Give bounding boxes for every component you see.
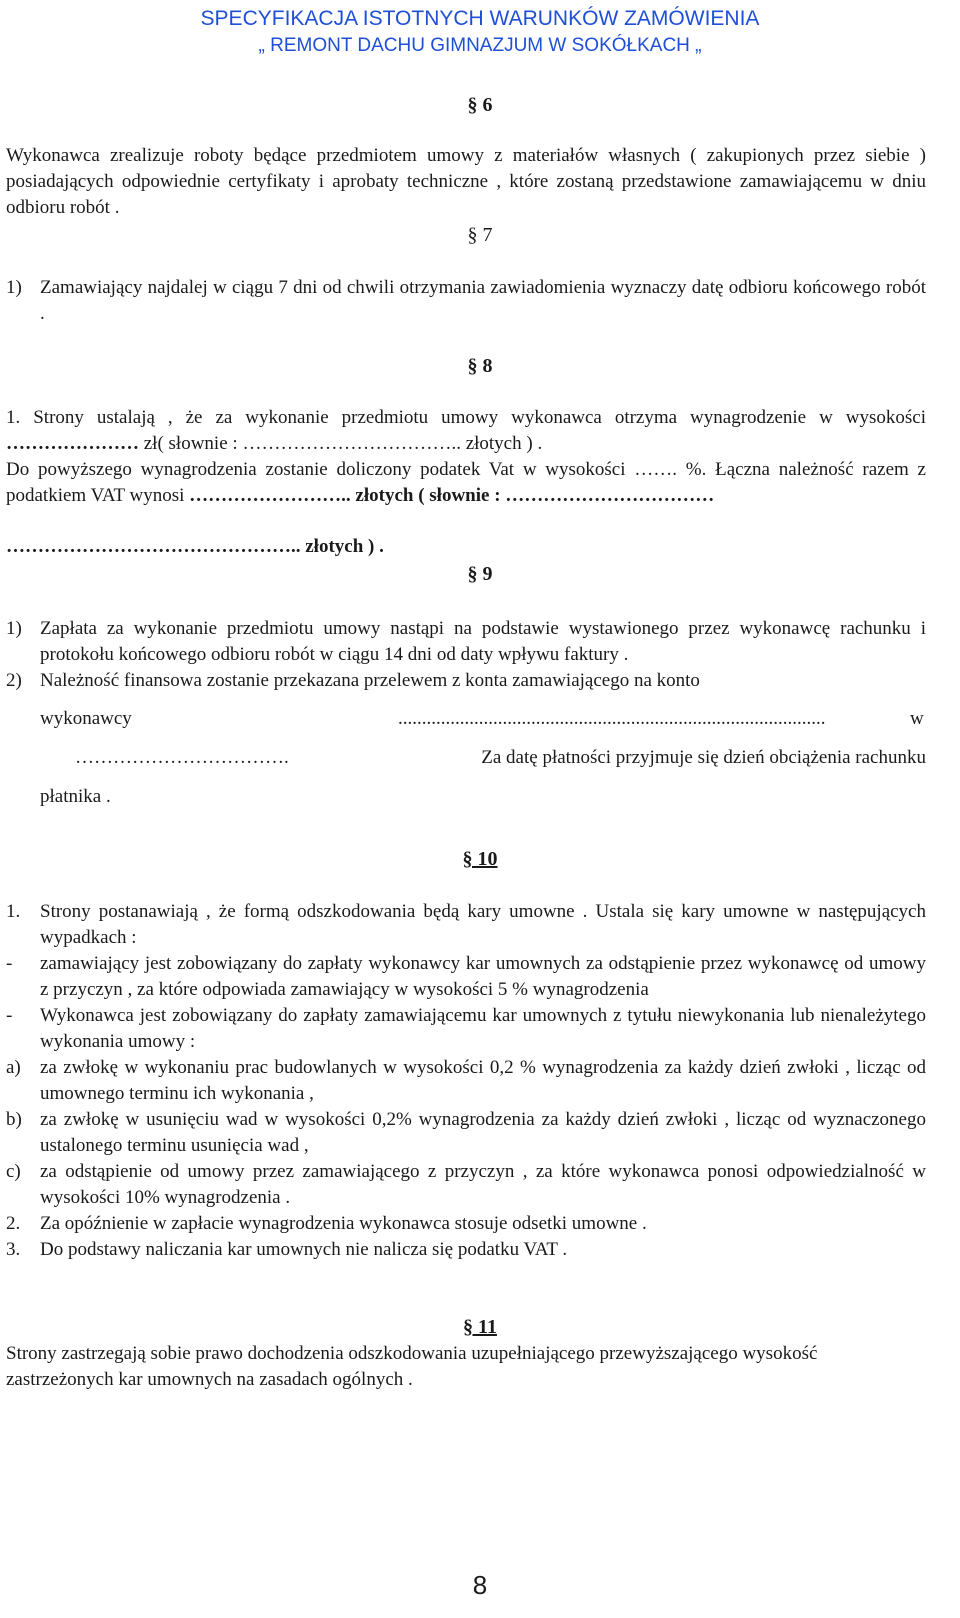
- list-text: za zwłokę w usunięciu wad w wysokości 0,2% wynagrodzenia za każdy dzień zwłoki , licząc od wyznaczonego ustalonego terminu usunięcia wad ,: [40, 1109, 926, 1156]
- section-11-heading: [0, 1314, 960, 1340]
- section-9-item-2-line-3: Za datę płatności przyjmuje się dzień obciążenia rachunku: [481, 747, 926, 768]
- section-8-paragraph-2: [6, 457, 926, 509]
- words-placeholder: ……………………………..: [242, 433, 461, 454]
- section-8-heading: § 8: [467, 355, 493, 377]
- list-item: [6, 951, 926, 1003]
- list-text: Zamawiający najdalej w ciągu 7 dni od chwili otrzymania zawiadomienia wyznaczy datę odbioru końcowego robót .: [40, 277, 926, 324]
- paragraph-text: złotych ) .: [460, 433, 543, 454]
- list-number: b): [6, 1109, 22, 1130]
- list-text: Wykonawca jest zobowiązany do zapłaty zamawiającemu kar umownych z tytułu niewykonania lub nienależytego wykonania umowy :: [40, 1005, 926, 1052]
- list-text: za odstąpienie od umowy przez zamawiającego z przyczyn , za które wykonawca ponosi odpowiedzialność w wysokości 10% wynagrodzenia .: [40, 1161, 926, 1208]
- section-9-heading: § 9: [467, 563, 493, 585]
- paragraph-text: 1. Strony ustalają , że za wykonanie przedmiotu umowy wykonawca otrzyma wynagrodzenie w wysokości: [6, 407, 926, 428]
- section-8-paragraph-3: ……………………………………….. złotych ) .: [6, 536, 384, 557]
- amount-placeholder: …………………: [6, 433, 139, 454]
- list-item: [6, 1055, 926, 1107]
- section-9-item-2-line-4: płatnika .: [40, 786, 111, 807]
- list-number: c): [6, 1161, 21, 1182]
- header-title: SPECYFIKACJA ISTOTNYCH WARUNKÓW ZAMÓWIENIA: [200, 7, 760, 30]
- section-9-item-2-line-1: Należność finansowa zostanie przekazana przelewem z konta zamawiającego na konto: [40, 670, 700, 691]
- header-subtitle: „ REMONT DACHU GIMNAZJUM W SOKÓŁKACH „: [258, 35, 702, 56]
- list-text: Za opóźnienie w zapłacie wynagrodzenia wykonawca stosuje odsetki umowne .: [40, 1213, 647, 1234]
- list-item: [6, 899, 926, 951]
- list-text: Do podstawy naliczania kar umownych nie nalicza się podatku VAT .: [40, 1239, 568, 1260]
- heading-text: § 11: [463, 1316, 497, 1338]
- section-11-text: Strony zastrzegają sobie prawo dochodzenia odszkodowania uzupełniającego przewyższającego wysokość zastrzeżonych kar umownych na zasadach ogólnych .: [6, 1343, 818, 1390]
- section-6-heading: § 6: [467, 94, 493, 116]
- section-8-paragraph-1: [6, 405, 926, 457]
- section-9-item-2-line-2b: w: [910, 708, 924, 729]
- paragraph-text: złotych ( słownie : ……………………………: [350, 485, 715, 506]
- list-number: 3.: [6, 1239, 21, 1260]
- list-text: za zwłokę w wykonaniu prac budowlanych w wysokości 0,2 % wynagrodzenia za każdy dzień zwłoki , licząc od umownego terminu ich wykonania ,: [40, 1057, 926, 1104]
- list-item: [6, 1237, 926, 1263]
- list-number: a): [6, 1057, 21, 1078]
- list-item: [6, 1003, 926, 1055]
- list-number: -: [6, 1005, 13, 1026]
- section-10-list: [6, 899, 926, 1263]
- list-number: 2.: [6, 1213, 21, 1234]
- list-number: 1): [6, 618, 22, 639]
- list-number: 2): [6, 670, 22, 691]
- list-item: [6, 1159, 926, 1211]
- list-number: -: [6, 953, 13, 974]
- heading-text: § 10: [462, 848, 498, 870]
- total-placeholder: ……………………..: [189, 485, 351, 506]
- section-9-item-2-line-2a: wykonawcy: [40, 708, 132, 729]
- section-9-item-1: [6, 616, 926, 668]
- section-6-text: Wykonawca zrealizuje roboty będące przedmiotem umowy z materiałów własnych ( zakupionych przez siebie ) posiadających odpowiednie certyfikaty i aprobaty techniczne , które zostaną przedstawione zamawiającemu w dniu odbioru robót .: [6, 145, 926, 218]
- section-7-item-1: [6, 275, 926, 327]
- section-7-heading: § 7: [467, 224, 493, 246]
- paragraph-text: zł( słownie :: [139, 433, 243, 454]
- account-placeholder: ..........................................................................................: [398, 708, 826, 729]
- list-text: Strony postanawiają , że formą odszkodowania będą kary umowne . Ustala się kary umowne w następujących wypadkach :: [40, 901, 926, 948]
- paragraph-text: Do powyższego wynagrodzenia zostanie doliczony podatek Vat w wysokości ……. %. Łączna należność razem z podatkiem VAT wynosi: [6, 459, 926, 506]
- list-number: 1): [6, 277, 22, 298]
- list-text: Zapłata za wykonanie przedmiotu umowy nastąpi na podstawie wystawionego przez wykonawcę rachunku i protokołu końcowego odbioru robót w ciągu 14 dni od daty wpływu faktury .: [40, 618, 926, 665]
- page-number: 8: [472, 1570, 488, 1600]
- list-item: [6, 1211, 926, 1237]
- section-10-heading: [0, 846, 960, 872]
- list-text: zamawiający jest zobowiązany do zapłaty wykonawcy kar umownych za odstąpienie przez wykonawcę od umowy z przyczyn , za które odpowiada zamawiający w wysokości 5 % wynagrodzenia: [40, 953, 926, 1000]
- bank-placeholder: …………………………….: [75, 747, 289, 768]
- list-item: [6, 1107, 926, 1159]
- list-number: 1.: [6, 901, 21, 922]
